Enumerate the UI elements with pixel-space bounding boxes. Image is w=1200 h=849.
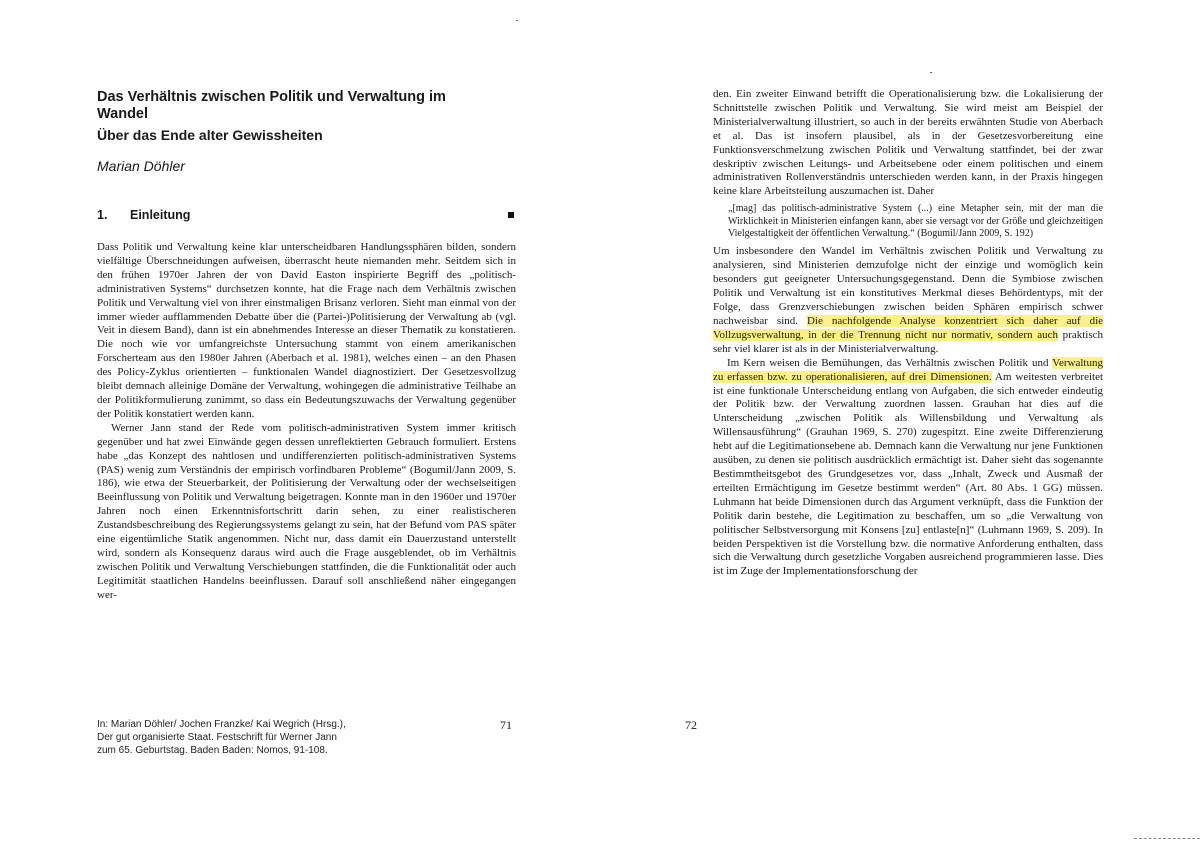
paragraph-text: Im Kern weisen die Bemühungen, das Verhältnis zwischen Politik und	[727, 356, 1053, 369]
page-number: 72	[685, 718, 697, 732]
citation-footnote: In: Marian Döhler/ Jochen Franzke/ Kai Wegrich (Hrsg.), Der gut organisierte Staat. Festschrift für Werner Jann zum 65. Geburtstag. Baden Baden: Nomos, 91-108.	[97, 719, 346, 756]
body-paragraph	[713, 357, 1103, 580]
left-body-column	[97, 241, 516, 697]
right-page	[600, 0, 1200, 849]
scan-artifact	[1134, 838, 1200, 840]
scan-artifact	[930, 72, 932, 73]
paragraph-text: Um insbesondere den Wandel im Verhältnis zwischen Politik und Verwaltung zu analysieren, sind Ministerien demzufolge nicht der einzige und womöglich kein besonders gut geeigneter Untersuchungsgegenstand. Denn die Symbiose zwischen Politik und Verwaltung ist ein konstitutives Merkmal dieses Behördentyps, mit der Folge, dass Grenzverschiebungen zwischen beiden Sphären empirisch schwer nachweisbar sind.	[713, 245, 1103, 327]
highlighted-text[interactable]: Verwaltung zu erfassen bzw. zu operationalisieren, auf drei Dimensionen.	[713, 356, 1103, 383]
body-paragraph: Dass Politik und Verwaltung keine klar unterscheidbaren Handlungssphären bilden, sondern vielfältige Überschneidungen aufweisen, überrascht heute niemanden mehr. Seitdem sich in den frühen 1970er Jahren der von David Easton inspirierte Begriff des „politisch-administrativen Systems“ durchsetzen konnte, hat die Frage nach dem Verhältnis zwischen Politik und Verwaltung viel von ihrer einstmaligen Brisanz verloren. Sieht man einmal von der immer wieder aufflammenden Debatte über die (Partei-)Politisierung der Verwaltung ab (vgl. Veit in diesem Band), dann ist ein abnehmendes Interesse an dieser Thematik zu konstatieren. Die noch wie vor umfangreichste Untersuchung stammt von einem amerikanischen Forscherteam aus den 1980er Jahren (Aberbach et al. 1981), welches einen – an den Phasen des Policy-Zyklus orientierten – funktionalen Wandel diagnostiziert. Der Gesetzesvollzug bleibt demnach alleinige Domäne der Verwaltung, wohingegen die administrative Teilhabe an der Politikformulierung zunimmt, so dass ein Bedeutungszuwachs der Verwaltung gegenüber der Politik konstatiert werden kann.	[97, 241, 516, 420]
body-paragraph: Werner Jann stand der Rede vom politisch-administrativen System immer kritisch gegenüber und hat zwei Einwände gegen dessen unreflektierten Gebrauch formuliert. Erstens habe „das Konzept des nahtlosen und undifferenzierten politisch-administrativen Systems (PAS) wenig zum Verständnis der empirisch vorfindbaren Probleme“ (Bogumil/Jann 2009, S. 186), wie etwa der Steuerbarkeit, der Politisierung der Verwaltung oder der wechselseitigen Beeinflussung von Politik und Verwaltung beigetragen. Konnte man in den 1960er und 1970er Jahren noch einen Erkenntnisfortschritt darin sehen, zu einer realistischeren Zustandsbeschreibung des Regierungssystems gelangt zu sein, hat der Befund vom PAS später eine eigentümliche Statik angenommen. Nicht nur, dass damit ein Dauerzustand unterstellt wird, sondern als Konsequenz daraus wird auch die Frage ausgeblendet, ob im Verhältnis zwischen Politik und Verwaltung Verschiebungen stattfinden, die die Funktionalität oder auch Legitimität staatlichen Handelns beeinflussen. Darauf soll anschließend näher eingegangen wer-	[97, 421, 516, 601]
scan-artifact	[516, 20, 518, 21]
section-heading	[97, 208, 190, 222]
highlighted-text[interactable]: Die nachfolgende Analyse konzentriert sich daher auf die Vollzugsverwaltung, in der die Trennung nicht nur normativ, sondern auch	[713, 315, 1103, 341]
article-title: Das Verhältnis zwischen Politik und Verwaltung im Wandel	[97, 89, 446, 122]
paragraph-text: Am weitesten verbreitet ist eine funktionale Unterscheidung entlang von Aufgaben, die sich entweder eindeutig der Politik bzw. der Verwaltung zuordnen lassen. Grauhan hat dies auf die Unterscheidung „zwischen Politik als Willensbildung und Verwaltung als Willensausführung“ (Grauhan 1969, S. 270) zugespitzt. Eine zweite Differenzierung hebt auf die Legitimationsebene ab. Demnach kann die Verwaltung nur jene Funktionen ausüben, zu denen sie politisch ausdrücklich ermächtigt ist. Daher sieht das sogenannte Bestimmtheitsgebot des Grundgesetzes vor, dass „Inhalt, Zweck und Ausmaß der erteilten Ermächtigung im Gesetze bestimmt werden“ (Art. 80 Abs. 1 GG) müssen. Luhmann hat beide Dimensionen durch das Argument verknüpft, dass die Funktion der Politik darin bestehe, die Legitimation zu beschaffen, um so „die Verwaltung von politischer Selbstversorgung mit Konsens [zu] entlaste[n]“ (Luhmann 1969, S. 209). In beiden Perspektiven ist die Vorstellung bzw. die normative Anforderung enthalten, dass sich die Verwaltung durch gesetzliche Vorgaben ausreichend programmieren lasse. Dies ist im Zuge der Implementationsforschung der	[713, 370, 1103, 578]
body-paragraph	[713, 245, 1103, 356]
block-quote: „[mag] das politisch-administrative System (...) eine Metapher sein, mit der man die Wirklichkeit in Ministerien einfangen kann, aber sie versagt vor der Größe und gleichzeitigen Vielgestaltigkeit der öffentlichen Verwaltung.“ (Bogumil/Jann 2009, S. 192)	[728, 203, 1103, 240]
article-author: Marian Döhler	[97, 158, 185, 174]
article-subtitle: Über das Ende alter Gewissheiten	[97, 127, 323, 143]
paragraph-text: praktisch sehr viel klarer ist als in der Ministerialverwaltung.	[713, 328, 1103, 355]
right-body-column	[713, 88, 1103, 693]
section-title: Einleitung	[130, 208, 191, 222]
page-number: 71	[500, 718, 512, 732]
margin-marker	[508, 212, 514, 218]
section-number: 1.	[97, 208, 108, 222]
body-paragraph: den. Ein zweiter Einwand betrifft die Operationalisierung bzw. die Lokalisierung der Schnittstelle zwischen Politik und Verwaltung. Sie wird meist am Beispiel der Ministerialverwaltung illustriert, so auch in der bereits erwähnten Studie von Aberbach et al. Das ist insofern plausibel, als in der Gesetzesvorbereitung eine Funktionsverschmelzung zwischen Politik und Verwaltung stattfindet, bei der zwar deskriptiv zwischen Leitungs- und Arbeitsebene oder einem politischen und einem administrativen Rollenverständnis unterschieden werden kann, in der Praxis hingegen keine klare Arbeitsteilung auszumachen ist. Daher	[713, 88, 1103, 198]
